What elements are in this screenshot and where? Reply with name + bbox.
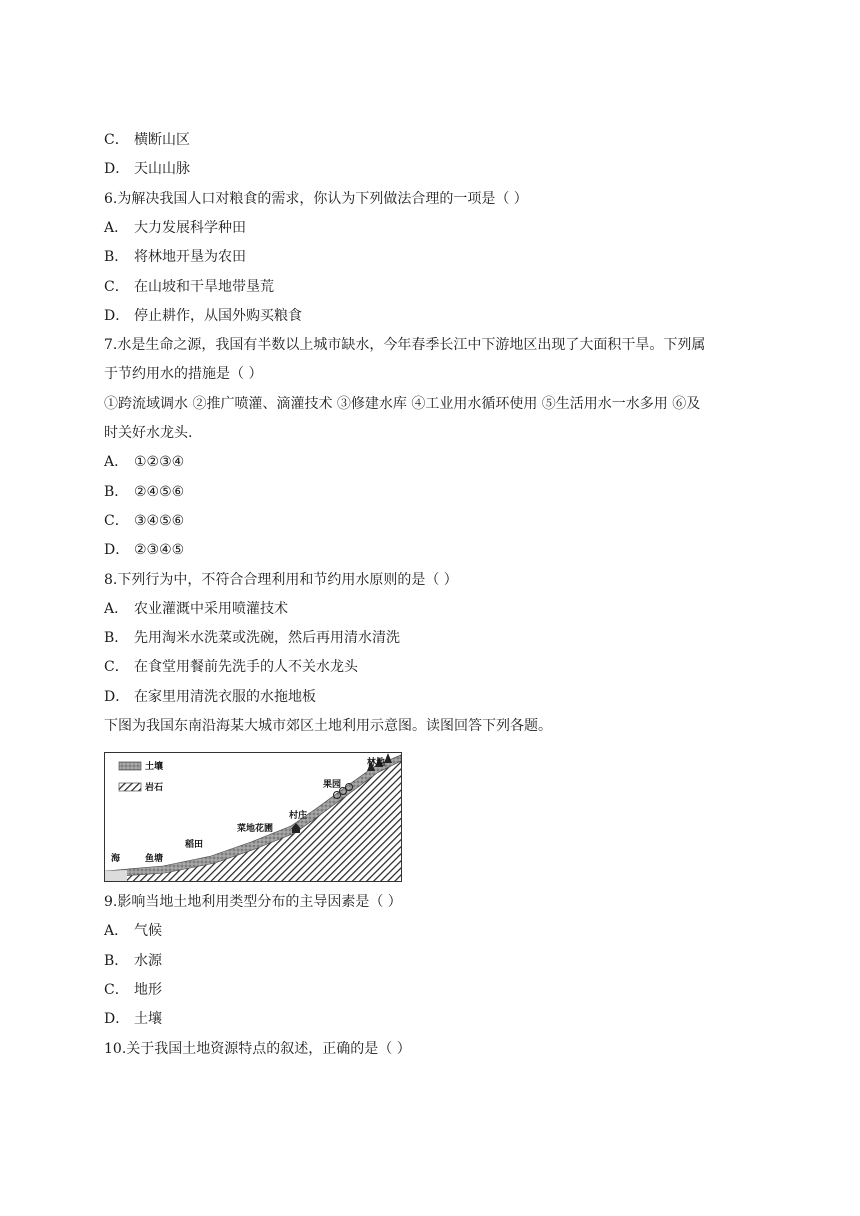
option-letter: A． [104,219,129,236]
question-line [104,189,528,209]
legend-soil-swatch [119,762,141,770]
line-text: ①跨流域调水 ②推广喷灌、滴灌技术 ③修建水库 ④工业用水循环使用 ⑤生活用水一水多用 ⑥及 [104,395,701,412]
line-text: 6.为解决我国人口对粮食的需求，你认为下列做法合理的一项是（ ） [104,190,528,207]
line-text: 在山坡和干旱地带垦荒 [134,278,274,295]
option-letter: C． [104,981,129,998]
label-village: 村庄 [289,811,308,821]
line-text: ③④⑤⑥ [134,512,185,529]
option-letter: C． [104,512,129,529]
option-letter: C． [104,659,129,676]
legend-rock-swatch [119,783,141,791]
option-line [104,247,246,267]
option-line [104,628,400,648]
option-letter: A． [104,923,129,940]
question-line [104,364,262,384]
option-letter: D． [104,542,130,559]
option-letter: C． [104,278,129,295]
land-use-diagram [104,752,402,882]
option-letter: D． [104,1011,130,1028]
line-text: 在食堂用餐前先洗手的人不关水龙头 [134,659,358,676]
option-line [104,687,316,707]
line-text: 在家里用清洗衣服的水拖地板 [134,688,316,705]
line-text: 天山山脉 [134,161,190,178]
option-line [104,159,190,179]
option-letter: B． [104,249,129,266]
option-line [104,306,302,326]
option-letter: B． [104,952,129,969]
line-text: 先用淘米水洗菜或洗碗，然后再用清水清洗 [134,630,400,647]
label-orchard: 果园 [323,780,342,790]
option-letter: C． [104,132,129,148]
label-sea: 海 [111,854,121,864]
option-line [104,218,246,238]
line-text: 9.影响当地土地利用类型分布的主导因素是（ ） [104,894,402,910]
question-line [104,716,552,736]
line-text: 横断山区 [134,132,190,148]
option-letter: A． [104,454,129,471]
label-forest: 林地 [367,758,386,768]
line-text: 大力发展科学种田 [134,219,246,236]
option-letter: B． [104,630,129,647]
sea [105,870,127,881]
option-line [104,277,274,297]
line-text: 7.水是生命之源，我国有半数以上城市缺水，今年春季长江中下游地区出现了大面积干旱。下列属 [104,337,706,354]
question-line [104,335,705,355]
question-line [104,394,700,414]
line-text: 8.下列行为中，不符合合理利用和节约用水原则的是（ ） [104,571,458,588]
option-line [104,511,184,531]
option-line [104,540,184,560]
legend-rock-label: 岩石 [145,783,164,793]
question-line [104,570,458,590]
line-text: ②④⑤⑥ [134,483,185,500]
option-letter: B． [104,483,129,500]
line-text: 下图为我国东南沿海某大城市郊区土地利用示意图。读图回答下列各题。 [104,718,552,734]
option-line [104,980,162,1000]
line-text: 气候 [134,923,162,940]
line-text: 地形 [134,981,162,998]
question-line [104,1039,411,1059]
line-text: 水源 [134,952,162,969]
option-line [104,482,184,502]
land-use-cross-section [105,753,401,881]
option-line [104,951,162,971]
line-text: 停止耕作，从国外购买粮食 [134,307,302,324]
option-line [104,452,184,472]
line-text: 时关好水龙头. [104,425,193,441]
question-line [104,423,192,443]
option-letter: D． [104,307,130,324]
option-letter: D． [104,688,130,705]
legend-soil-label: 土壤 [145,762,164,772]
option-line [104,1009,162,1029]
option-line [104,921,162,941]
option-line [104,599,288,619]
line-text: 于节约用水的措施是（ ） [104,366,263,383]
label-vegetable-garden: 菜地花圃 [237,824,274,834]
line-text: ②③④⑤ [134,542,185,559]
option-letter: D． [104,161,130,178]
option-line [104,130,190,150]
label-paddy-field: 稻田 [185,840,204,850]
line-text: 农业灌溉中采用喷灌技术 [134,600,288,617]
question-line [104,892,402,912]
line-text: 将林地开垦为农田 [134,249,246,266]
line-text: ①②③④ [134,454,185,471]
line-text: 10.关于我国土地资源特点的叙述，正确的是（ ） [104,1040,411,1057]
label-fish-pond: 鱼塘 [145,854,164,864]
option-letter: A． [104,600,129,617]
line-text: 土壤 [134,1011,162,1028]
option-line [104,657,358,677]
